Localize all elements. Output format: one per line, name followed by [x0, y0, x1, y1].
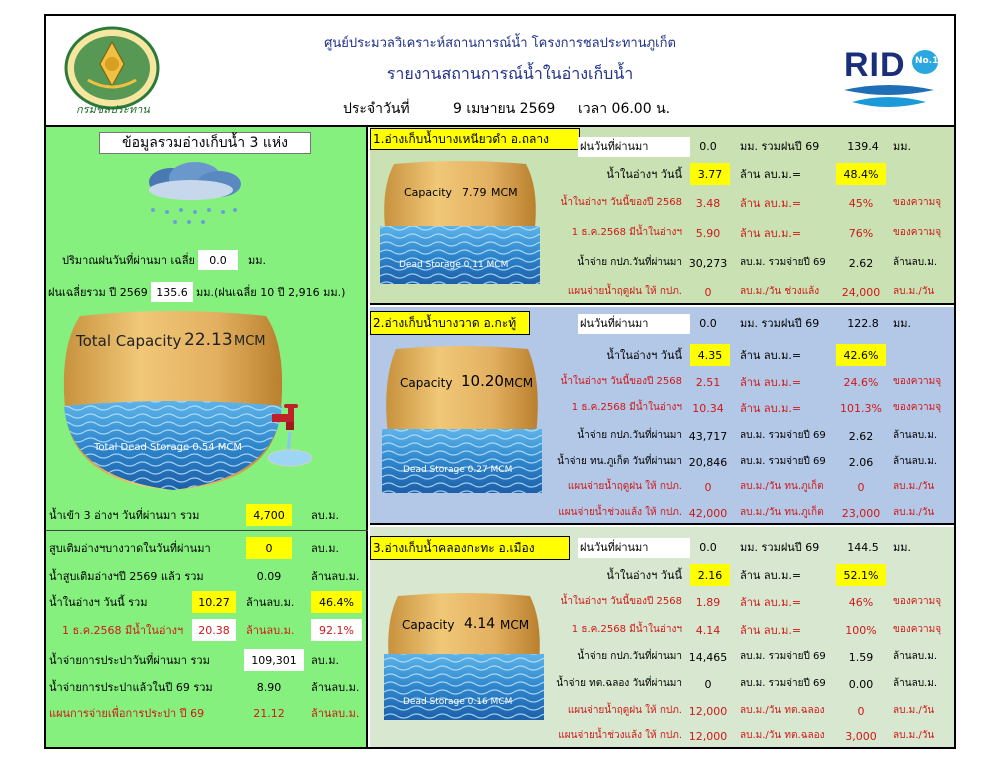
reservoir-3-row-4-u2: ล้านลบ.ม.: [893, 678, 938, 689]
reservoir-3-today-unit: ล้าน ลบ.ม.=: [740, 569, 802, 582]
summary-row-supply-value: 109,301: [251, 654, 297, 667]
reservoir-3-row-6-v2: 3,000: [845, 730, 877, 743]
reservoir-2-row-2-label: 1 ธ.ค.2568 มีน้ำในอ่างฯ: [571, 402, 682, 413]
reservoir-1-row-4-v2: 24,000: [841, 286, 881, 299]
reservoir-1-row-2-u2: ของความจุ: [893, 227, 942, 238]
reservoir-3-row-6-unit: ลบ.ม./วัน ทต.ฉลอง: [740, 730, 825, 741]
reservoir-3-today-value: 2.16: [697, 569, 723, 582]
avg-rain-label: ปริมาณฝนวันที่ผ่านมา เฉลี่ย: [62, 254, 195, 267]
reservoir-1-rain-value: 0.0: [699, 140, 717, 153]
summary-row-plan-unit: ล้านลบ.ม.: [311, 707, 360, 720]
reservoir-2-today-unit: ล้าน ลบ.ม.=: [740, 349, 802, 362]
reservoir-2-row-5-unit: ลบ.ม./วัน ทน.ภูเก็ต: [740, 481, 824, 492]
summary-row-supply-label: น้ำจ่ายการประปาวันที่ผ่านมา รวม: [49, 654, 210, 667]
reservoir-3-rain-total: 144.5: [847, 541, 879, 554]
reservoir-1-row-2-unit: ล้าน ลบ.ม.=: [740, 227, 802, 240]
reservoir-2-row-2-u2: ของความจุ: [893, 402, 942, 413]
avg-rain-value: 0.0: [209, 254, 227, 267]
reservoir-2-row-4-label: น้ำจ่าย ทน.ภูเก็ต วันที่ผ่านมา: [557, 456, 682, 467]
summary-row-inflow-label: น้ำเข้า 3 อ่างฯ วันที่ผ่านมา รวม: [49, 509, 200, 522]
seal-caption: กรมชลประทาน: [76, 103, 150, 116]
reservoir-3-row-1-label: น้ำในอ่างฯ วันนี้ของปี 2568: [560, 596, 682, 607]
reservoir-3-row-1-u2: ของความจุ: [893, 596, 942, 607]
summary-row-today-label: น้ำในอ่างฯ วันนี้ รวม: [49, 596, 148, 609]
reservoir-1-dead-storage: Dead Storage 0.11 MCM: [399, 260, 509, 270]
reservoir-1-row-3-u2: ล้านลบ.ม.: [893, 257, 938, 268]
summary-row-supplytotal-unit: ล้านลบ.ม.: [311, 681, 360, 694]
reservoir-3-row-5-value: 12,000: [688, 705, 728, 718]
reservoir-1-row-3-v2: 2.62: [848, 257, 874, 270]
reservoir-3-row-5-unit: ลบ.ม./วัน ทต.ฉลอง: [740, 705, 825, 716]
summary-row-pumptotal-label: น้ำสูบเติมอ่างฯปี 2569 แล้ว รวม: [49, 570, 204, 583]
rid-no1-logo: [838, 28, 940, 112]
reservoir-3-row-4-label: น้ำจ่าย ทต.ฉลอง วันที่ผ่านมา: [556, 678, 682, 689]
summary-row-pump-unit: ลบ.ม.: [311, 542, 339, 555]
reservoir-3-row-3-v2: 1.59: [848, 651, 874, 664]
summary-row-supply-unit: ลบ.ม.: [311, 654, 339, 667]
reservoir-2-rain-total: 122.8: [847, 317, 879, 330]
reservoir-1-row-4-u2: ลบ.ม./วัน: [893, 286, 935, 297]
reservoir-3-rain-total-unit: มม.: [893, 541, 911, 554]
reservoir-2-row-6-value: 42,000: [688, 507, 728, 520]
reservoir-1-row-2-v2: 76%: [848, 227, 874, 240]
total-capacity-label: Total Capacity: [76, 332, 182, 350]
rain-cloud-icon: [131, 160, 251, 230]
reservoir-2-row-5-label: แผนจ่ายน้ำฤดูฝน ให้ กปภ.: [567, 481, 682, 492]
reservoir-1-row-1-value: 3.48: [695, 197, 721, 210]
reservoir-1-title: 1.อ่างเก็บน้ำบางเหนียวดำ อ.ถลาง: [373, 132, 549, 146]
reservoir-3-row-2-value: 4.14: [695, 624, 721, 637]
date-value: 9 เมษายน 2569: [453, 101, 556, 117]
reservoir-1-rain-total: 139.4: [847, 140, 879, 153]
date-label: ประจำวันที่: [343, 101, 410, 117]
reservoir-3-row-5-label: แผนจ่ายน้ำฤดูฝน ให้ กปภ.: [567, 705, 682, 716]
reservoir-3-today-pct: 52.1%: [843, 569, 879, 582]
reservoir-2-today-value: 4.35: [697, 349, 723, 362]
time-value: เวลา 06.00 น.: [578, 101, 671, 117]
reservoir-3-capacity-label: Capacity: [402, 618, 455, 632]
reservoir-1-row-1-label: น้ำในอ่างฯ วันนี้ของปี 2568: [560, 197, 682, 208]
summary-row-today-pct: 46.4%: [319, 596, 354, 609]
reservoir-2-row-1-u2: ของความจุ: [893, 376, 942, 387]
reservoir-3-row-3-value: 14,465: [688, 651, 728, 664]
rid-logo-text: RID: [844, 46, 906, 84]
reservoir-1-row-3-unit: ลบ.ม. รวมจ่ายปี 69: [740, 257, 826, 268]
summary-row-pumptotal-value: 0.09: [256, 570, 282, 583]
reservoir-1-row-1-v2: 45%: [848, 197, 874, 210]
reservoir-3-dead-storage: Dead Storage 0.16 MCM: [403, 697, 513, 707]
summary-row-supplytotal-label: น้ำจ่ายการประปาแล้วในปี 69 รวม: [49, 681, 213, 694]
reservoir-1-capacity-value: 7.79: [462, 186, 487, 199]
summary-row-dec1-unit: ล้านลบ.ม.: [246, 624, 295, 637]
reservoir-3-row-6-value: 12,000: [688, 730, 728, 743]
reservoir-1-today-label: น้ำในอ่างฯ วันนี้: [606, 168, 682, 181]
reservoir-2-row-6-v2: 23,000: [841, 507, 881, 520]
reservoir-3-row-5-u2: ลบ.ม./วัน: [893, 705, 935, 716]
reservoir-3-row-1-value: 1.89: [695, 596, 721, 609]
reservoir-2-row-3-value: 43,717: [688, 430, 728, 443]
reservoir-3-rain-unit: มม. รวมฝนปี 69: [740, 541, 820, 554]
summary-divider: [46, 530, 368, 531]
reservoir-2-row-2-unit: ล้าน ลบ.ม.=: [740, 402, 802, 415]
reservoir-3-capacity-value: 4.14: [464, 616, 496, 632]
reservoir-1-row-4-unit: ลบ.ม./วัน ช่วงแล้ง: [740, 286, 820, 297]
reservoir-2-row-6-unit: ลบ.ม./วัน ทน.ภูเก็ต: [740, 507, 824, 518]
rid-seal-logo: [58, 24, 166, 120]
reservoir-2-today-pct: 42.6%: [843, 349, 879, 362]
reservoir-1-today-value: 3.77: [697, 168, 723, 181]
reservoir-2-capacity-value: 10.20: [461, 372, 504, 390]
reservoir-1-today-pct: 48.4%: [843, 168, 879, 181]
reservoir-3-today-label: น้ำในอ่างฯ วันนี้: [606, 569, 682, 582]
reservoir-2-row-2-v2: 101.3%: [840, 402, 882, 415]
rid-logo-badge-text: No.1: [915, 56, 939, 66]
reservoir-3-row-2-label: 1 ธ.ค.2568 มีน้ำในอ่างฯ: [571, 624, 682, 635]
reservoir-2-row-6-label: แผนจ่ายน้ำช่วงแล้ง ให้ กปภ.: [558, 507, 682, 518]
reservoir-2-row-2-value: 10.34: [692, 402, 724, 415]
summary-row-dec1-label: 1 ธ.ค.2568 มีน้ำในอ่างฯ: [62, 624, 184, 637]
reservoir-2-row-1-label: น้ำในอ่างฯ วันนี้ของปี 2568: [560, 376, 682, 387]
reservoir-3-row-3-u2: ล้านลบ.ม.: [893, 651, 938, 662]
reservoir-2-row-1-unit: ล้าน ลบ.ม.=: [740, 376, 802, 389]
reservoir-2-rain-unit: มม. รวมฝนปี 69: [740, 317, 820, 330]
summary-row-today-unit: ล้านลบ.ม.: [246, 596, 295, 609]
avg-rain-unit: มม.: [248, 254, 266, 267]
reservoir-3-row-2-u2: ของความจุ: [893, 624, 942, 635]
reservoir-2-row-3-u2: ล้านลบ.ม.: [893, 430, 938, 441]
reservoir-2-capacity-label: Capacity: [400, 376, 453, 390]
page-title: รายงานสถานการณ์น้ำในอ่างเก็บน้ำ: [386, 64, 634, 83]
reservoir-3-rain-value: 0.0: [699, 541, 717, 554]
reservoir-3-capacity-unit: MCM: [500, 618, 530, 632]
reservoir-3-row-2-v2: 100%: [845, 624, 877, 637]
reservoir-1-capacity-unit: MCM: [491, 186, 518, 199]
reservoir-2-rain-total-unit: มม.: [893, 317, 911, 330]
reservoir-2-row-3-v2: 2.62: [848, 430, 874, 443]
reservoir-1-rain-label: ฝนวันที่ผ่านมา: [580, 140, 649, 153]
reservoir-2-capacity-unit: MCM: [504, 376, 534, 390]
reservoir-3-rain-label: ฝนวันที่ผ่านมา: [580, 541, 649, 554]
summary-row-pump-label: สูบเติมอ่างฯบางวาดในวันที่ผ่านมา: [49, 542, 211, 555]
reservoir-2-rain-value: 0.0: [699, 317, 717, 330]
summary-row-inflow-unit: ลบ.ม.: [311, 509, 339, 522]
reservoir-3-row-4-unit: ลบ.ม. รวมจ่ายปี 69: [740, 678, 826, 689]
reservoir-1-today-unit: ล้าน ลบ.ม.=: [740, 168, 802, 181]
reservoir-2-title: 2.อ่างเก็บน้ำบางวาด อ.กะทู้: [373, 316, 517, 330]
summary-row-supplytotal-value: 8.90: [256, 681, 282, 694]
reservoir-3-row-1-v2: 46%: [848, 596, 874, 609]
reservoir-2-rain-label: ฝนวันที่ผ่านมา: [580, 317, 649, 330]
reservoir-2-dead-storage: Dead Storage 0.27 MCM: [403, 465, 513, 475]
reservoir-1-row-4-label: แผนจ่ายน้ำฤดูฝน ให้ กปภ.: [567, 286, 682, 297]
reservoir-1-row-1-unit: ล้าน ลบ.ม.=: [740, 197, 802, 210]
total-dead-storage: Total Dead Storage 0.54 MCM: [94, 442, 243, 453]
header-org-line: ศูนย์ประมวลวิเคราะห์สถานการณ์น้ำ โครงการชลประทานภูเก็ต: [324, 36, 676, 51]
reservoir-3-row-2-unit: ล้าน ลบ.ม.=: [740, 624, 802, 637]
reservoir-2-row-4-u2: ล้านลบ.ม.: [893, 456, 938, 467]
reservoir-2-row-4-value: 20,846: [688, 456, 728, 469]
total-capacity-unit: MCM: [234, 334, 266, 349]
reservoir-2-row-3-label: น้ำจ่าย กปภ.วันที่ผ่านมา: [577, 430, 682, 441]
rain-total-note: มม.(ฝนเฉลี่ย 10 ปี 2,916 มม.): [196, 286, 346, 299]
reservoir-1-row-4-value: 0: [704, 286, 712, 299]
reservoir-2-today-label: น้ำในอ่างฯ วันนี้: [606, 349, 682, 362]
reservoir-2-row-3-unit: ลบ.ม. รวมจ่ายปี 69: [740, 430, 826, 441]
reservoir-1-row-2-label: 1 ธ.ค.2568 มีน้ำในอ่างฯ: [571, 227, 682, 238]
summary-row-dec1-pct: 92.1%: [319, 624, 354, 637]
reservoir-2-row-1-value: 2.51: [695, 376, 721, 389]
reservoir-1-row-3-label: น้ำจ่าย กปภ.วันที่ผ่านมา: [577, 257, 682, 268]
reservoir-3-row-5-v2: 0: [857, 705, 865, 718]
reservoir-2-row-5-v2: 0: [857, 481, 865, 494]
reservoir-1-rain-unit: มม. รวมฝนปี 69: [740, 140, 820, 153]
summary-row-today-value: 10.27: [198, 596, 230, 609]
reservoir-1-capacity-label: Capacity: [404, 186, 453, 199]
summary-row-pumptotal-unit: ล้านลบ.ม.: [311, 570, 360, 583]
reservoir-1-row-2-value: 5.90: [695, 227, 721, 240]
reservoir-1-rain-total-unit: มม.: [893, 140, 911, 153]
reservoir-3-row-1-unit: ล้าน ลบ.ม.=: [740, 596, 802, 609]
reservoir-3-title: 3.อ่างเก็บน้ำคลองกะทะ อ.เมือง: [373, 541, 535, 555]
faucet-icon: [258, 404, 318, 468]
reservoir-2-row-5-value: 0: [704, 481, 712, 494]
total-capacity-value: 22.13: [184, 330, 233, 350]
reservoir-2-row-1-v2: 24.6%: [843, 376, 879, 389]
summary-title: ข้อมูลรวมอ่างเก็บน้ำ 3 แห่ง: [122, 135, 288, 151]
rain-total-label: ฝนเฉลี่ยรวม ปี 2569: [48, 286, 148, 299]
reservoir-3-row-6-u2: ลบ.ม./วัน: [893, 730, 935, 741]
rain-total-value: 135.6: [156, 286, 188, 299]
reservoir-3-row-4-v2: 0.00: [848, 678, 874, 691]
summary-row-plan-label: แผนการจ่ายเพื่อการประปา ปี 69: [49, 707, 205, 720]
reservoir-3-row-6-label: แผนจ่ายน้ำช่วงแล้ง ให้ กปภ.: [558, 730, 682, 741]
summary-row-pump-value: 0: [265, 542, 273, 555]
summary-row-dec1-value: 20.38: [198, 624, 230, 637]
reservoir-1-row-3-value: 30,273: [688, 257, 728, 270]
summary-row-inflow-value: 4,700: [253, 509, 285, 522]
reservoir-1-row-1-u2: ของความจุ: [893, 197, 942, 208]
reservoir-3-row-3-label: น้ำจ่าย กปภ.วันที่ผ่านมา: [577, 651, 682, 662]
reservoir-3-row-3-unit: ลบ.ม. รวมจ่ายปี 69: [740, 651, 826, 662]
reservoir-2-row-5-u2: ลบ.ม./วัน: [893, 481, 935, 492]
reservoir-2-row-6-u2: ลบ.ม./วัน: [893, 507, 935, 518]
reservoir-2-row-4-v2: 2.06: [848, 456, 874, 469]
reservoir-3-row-4-value: 0: [704, 678, 712, 691]
summary-row-plan-value: 21.12: [253, 707, 285, 720]
reservoir-2-row-4-unit: ลบ.ม. รวมจ่ายปี 69: [740, 456, 826, 467]
